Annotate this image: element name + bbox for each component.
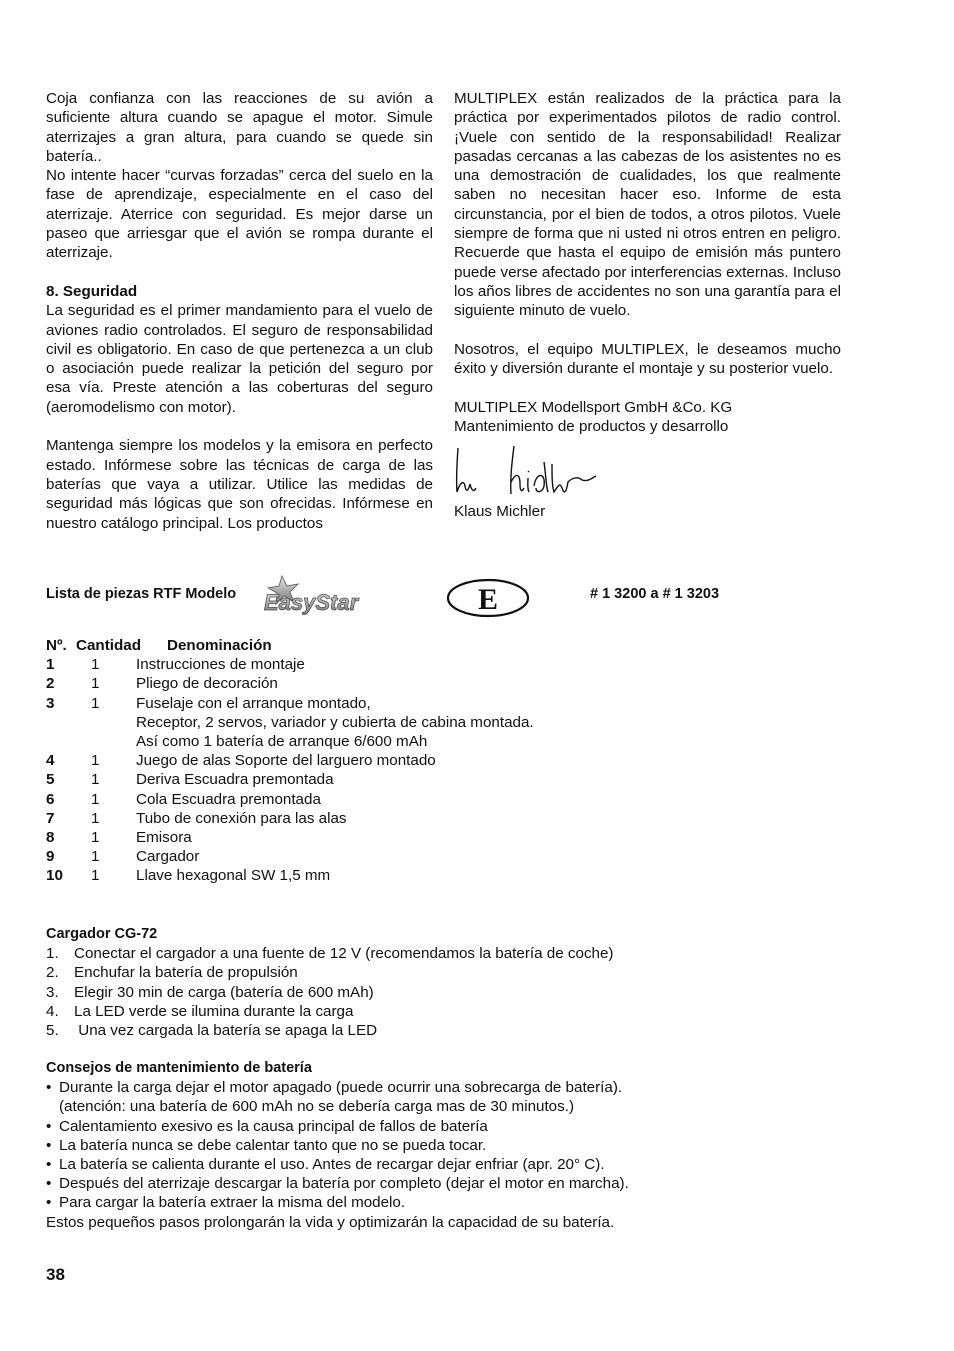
part-number: 8 xyxy=(46,829,55,847)
list-item xyxy=(46,1078,746,1097)
easystar-logo xyxy=(260,574,396,616)
table-row xyxy=(46,713,687,732)
part-name: Cola Escuadra premontada xyxy=(136,790,321,808)
step-number: 2. xyxy=(46,964,59,982)
list-item xyxy=(46,1174,746,1193)
charger-steps xyxy=(46,944,746,1040)
table-row xyxy=(46,655,687,674)
bullet: • xyxy=(46,1079,52,1097)
table-row xyxy=(46,866,687,885)
section-heading-safety: 8. Seguridad xyxy=(46,282,138,300)
parts-list-title: Lista de piezas RTF Modelo xyxy=(46,586,237,602)
bullet xyxy=(46,1097,59,1116)
tip-text: La batería se calienta durante el uso. Antes de recargar dejar enfriar (apr. 20° C). xyxy=(59,1156,605,1174)
part-number: 6 xyxy=(46,790,55,808)
part-number xyxy=(46,713,91,732)
list-item xyxy=(46,983,746,1002)
table-row xyxy=(46,770,687,789)
part-quantity: 1 xyxy=(91,694,100,712)
part-name: Cargador xyxy=(136,848,200,866)
bullet: • xyxy=(46,1175,52,1193)
signature-image xyxy=(454,442,604,502)
part-number xyxy=(46,732,91,751)
bullet: • xyxy=(46,1117,52,1135)
step-number: 1. xyxy=(46,945,59,963)
list-item xyxy=(46,963,746,982)
part-name: Emisora xyxy=(136,829,192,847)
parts-table-header xyxy=(46,636,687,655)
paragraph-curves: No intente hacer “curvas forzadas” cerca del suelo en la fase de aprendizaje, especialmente en el caso del aterrizaje. Aterrice con seguridad. Es mejor darse un paseo que arriesgar que el avión se rompa durante el aterrizaje. xyxy=(46,167,433,262)
part-number: 5 xyxy=(46,771,55,789)
product-reference: # 1 3200 a # 1 3203 xyxy=(590,586,720,602)
language-badge-letter: E xyxy=(477,583,499,616)
charger-section xyxy=(46,925,746,1040)
part-name: Instrucciones de montaje xyxy=(136,656,305,674)
left-column xyxy=(46,89,433,533)
table-row xyxy=(46,790,687,809)
part-quantity xyxy=(91,713,136,732)
step-text: Conectar el cargador a una fuente de 12 V (recomendamos la batería de coche) xyxy=(74,945,614,963)
part-quantity: 1 xyxy=(91,656,100,674)
part-quantity: 1 xyxy=(91,809,100,827)
paragraph-wishes: Nosotros, el equipo MULTIPLEX, le deseamos mucho éxito y diversión durante el montaje y su posterior vuelo. xyxy=(454,340,841,378)
battery-tips-list xyxy=(46,1078,746,1212)
list-item xyxy=(46,1136,746,1155)
part-number: 2 xyxy=(46,675,55,693)
step-text: La LED verde se ilumina durante la carga xyxy=(74,1002,354,1020)
bullet: • xyxy=(46,1194,52,1212)
table-row xyxy=(46,809,687,828)
tip-text: Para cargar la batería extraer la misma del modelo. xyxy=(59,1194,406,1212)
part-quantity: 1 xyxy=(91,848,100,866)
paragraph-safety: La seguridad es el primer mandamiento para el vuelo de aviones radio controlados. El seguro de responsabilidad civil es obligatorio. En caso de que pertenezca a un club o asociación puede realizar la petición del seguro por esa vía. Preste atención a las coberturas del seguro (aeromodelismo con motor). xyxy=(46,302,433,416)
step-text: Elegir 30 min de carga (batería de 600 mAh) xyxy=(74,983,374,1001)
part-quantity: 1 xyxy=(91,771,100,789)
battery-tips-section xyxy=(46,1059,746,1232)
list-item xyxy=(46,1021,746,1040)
table-row xyxy=(46,732,687,751)
list-item xyxy=(46,944,746,963)
table-row xyxy=(46,751,687,770)
list-item xyxy=(46,1117,746,1136)
part-number: 1 xyxy=(46,656,55,674)
tip-text: Calentamiento exesivo es la causa principal de fallos de batería xyxy=(59,1117,488,1135)
part-number: 9 xyxy=(46,848,55,866)
part-quantity: 1 xyxy=(91,790,100,808)
part-number: 10 xyxy=(46,867,63,885)
table-row xyxy=(46,828,687,847)
part-name: Tubo de conexión para las alas xyxy=(136,809,347,827)
part-name: Juego de alas Soporte del larguero montado xyxy=(136,752,436,770)
bullet: • xyxy=(46,1136,52,1154)
company-name: MULTIPLEX Modellsport GmbH &Co. KG xyxy=(454,398,733,416)
step-number: 4. xyxy=(46,1002,59,1020)
table-row xyxy=(46,847,687,866)
charger-heading: Cargador CG-72 xyxy=(46,926,158,942)
part-quantity: 1 xyxy=(91,675,100,693)
battery-tips-closing: Estos pequeños pasos prolongarán la vida y optimizarán la capacidad de su batería. xyxy=(46,1213,615,1231)
header-qty: Cantidad xyxy=(76,637,141,654)
list-item xyxy=(46,1002,746,1021)
header-name: Denominación xyxy=(167,637,272,654)
part-number: 7 xyxy=(46,809,55,827)
header-num: Nº. xyxy=(46,637,67,654)
part-quantity: 1 xyxy=(91,867,100,885)
paragraph-maintenance: Mantenga siempre los modelos y la emisora en perfecto estado. Infórmese sobre las técnicas de carga de las baterías que vaya a utilizar. Utilice las medidas de seguridad más lógicas que son ofrecidas. Infórmese en nuestro catálogo principal. Los productos xyxy=(46,437,433,532)
part-quantity: 1 xyxy=(91,829,100,847)
part-name: Llave hexagonal SW 1,5 mm xyxy=(136,867,331,885)
signer-name: Klaus Michler xyxy=(454,503,546,521)
tip-text: (atención: una batería de 600 mAh no se debería carga mas de 30 minutos.) xyxy=(59,1098,575,1116)
part-number: 3 xyxy=(46,694,55,712)
part-name: Receptor, 2 servos, variador y cubierta de cabina montada. xyxy=(136,713,534,731)
list-item xyxy=(46,1097,746,1116)
list-item xyxy=(46,1155,746,1174)
step-number: 5. xyxy=(46,1022,59,1040)
department-name: Mantenimiento de productos y desarrollo xyxy=(454,418,729,436)
part-name: Así como 1 batería de arranque 6/600 mAh xyxy=(136,733,428,751)
part-name: Pliego de decoración xyxy=(136,675,278,693)
parts-table xyxy=(46,636,687,886)
bullet: • xyxy=(46,1156,52,1174)
right-column xyxy=(454,89,841,522)
tip-text: Después del aterrizaje descargar la batería por completo (dejar el motor en marcha). xyxy=(59,1175,629,1193)
paragraph-confidence: Coja confianza con las reacciones de su avión a suficiente altura cuando se apague el motor. Simule aterrizajes a gran altura, para cuando se quede sin batería.. xyxy=(46,90,433,165)
paragraph-multiplex-products: MULTIPLEX están realizados de la práctica para la práctica por experimentados pilotos de radio control. ¡Vuele con sentido de la responsabilidad! Realizar pasadas cercanas a las cabezas de los asistentes no es una demostración de cualidades, los que realmente saben no necesitan hacer eso. Informe de esta circunstancia, por el bien de todos, a otros pilotos. Vuele siempre de forma que ni usted ni otros entren en peligro. Recuerde que hasta el equipo de emisión más puntero puede verse afectado por interferencias externas. Incluso los años libres de accidentes no son una garantía para el siguiente minuto de vuelo. xyxy=(454,90,841,320)
part-name: Deriva Escuadra premontada xyxy=(136,771,334,789)
part-quantity: 1 xyxy=(91,752,100,770)
table-row xyxy=(46,694,687,713)
logo-text: EasyStar xyxy=(264,590,359,615)
table-row xyxy=(46,674,687,693)
step-number: 3. xyxy=(46,983,59,1001)
list-item xyxy=(46,1193,746,1212)
battery-tips-heading: Consejos de mantenimiento de batería xyxy=(46,1060,312,1076)
tip-text: Durante la carga dejar el motor apagado (puede ocurrir una sobrecarga de batería). xyxy=(59,1079,623,1097)
part-name: Fuselaje con el arranque montado, xyxy=(136,694,371,712)
part-quantity xyxy=(91,732,136,751)
part-number: 4 xyxy=(46,752,55,770)
language-badge xyxy=(446,578,530,618)
step-text: Una vez cargada la batería se apaga la LED xyxy=(74,1022,378,1040)
step-text: Enchufar la batería de propulsión xyxy=(74,964,298,982)
page-number: 38 xyxy=(46,1265,65,1284)
tip-text: La batería nunca se debe calentar tanto que no se pueda tocar. xyxy=(59,1136,487,1154)
